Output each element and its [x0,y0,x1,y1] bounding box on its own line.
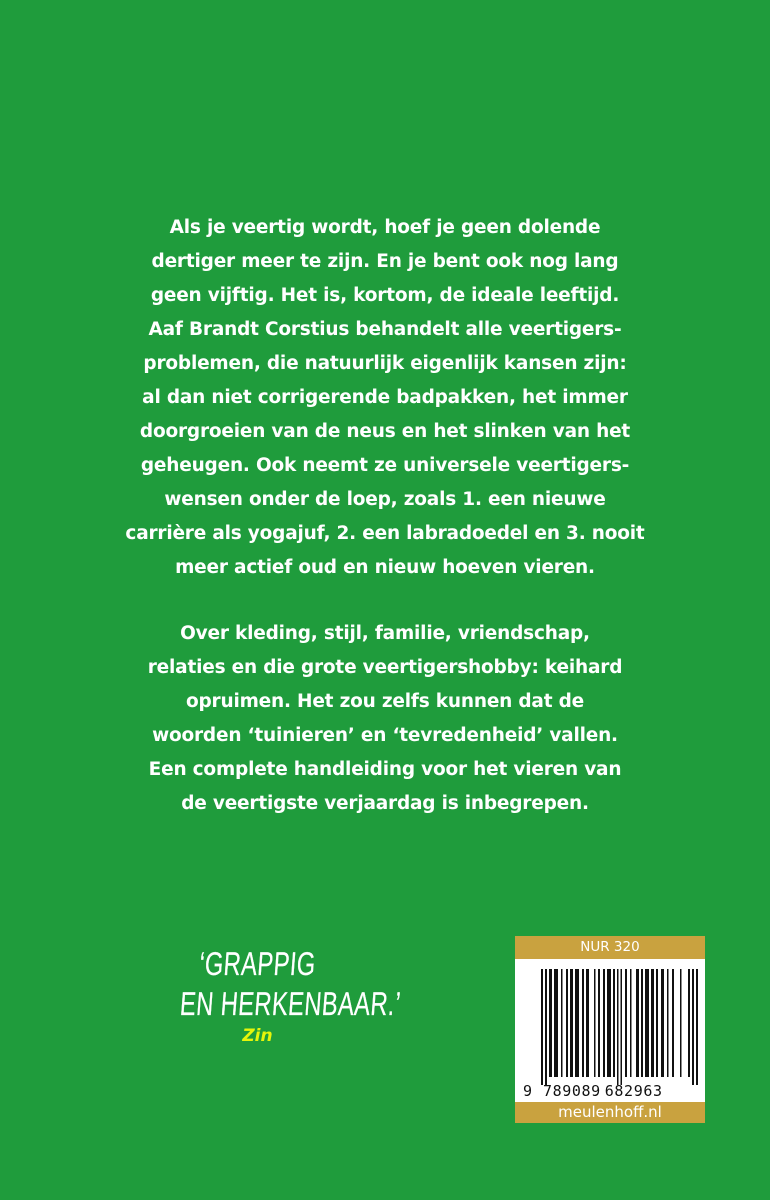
blurb-line: al dan niet corrigerende badpakken, het immer [142,387,628,408]
nur-code: NUR 320 [515,936,705,959]
barcode-icon [541,969,699,1085]
blurb-line: de veertigste verjaardag is inbegrepen. [181,793,589,814]
isbn-number [523,1082,703,1100]
blurb-line: relaties en die grote veertigershobby: keihard [147,657,623,678]
blurb-line: Een complete handleiding voor het vieren van [148,759,622,780]
blurb-line: doorgroeien van de neus en het slinken van het [139,421,631,442]
publisher-url: meulenhoff.nl [515,1102,705,1123]
blurb-line: opruimen. Het zou zelfs kunnen dat de [186,691,584,712]
blurb-paragraph-2 [0,617,770,821]
isbn-prefix: 9 [523,1082,533,1100]
blurb-line: problemen, die natuurlijk eigenlijk kansen zijn: [143,353,627,374]
blurb-line: geen vijftig. Het is, kortom, de ideale leeftijd. [150,285,620,306]
isbn-group-2: 682963 [604,1082,663,1100]
blurb-line: wensen onder de loep, zoals 1. een nieuwe [164,489,606,510]
blurb-line: carrière als yogajuf, 2. een labradoedel en 3. nooit [125,523,645,544]
quote-line: ‘GRAPPIG [197,945,318,982]
review-quote [150,944,403,1046]
blurb-line: geheugen. Ook neemt ze universele veertigers- [140,455,630,476]
blurb-line: woorden ‘tuinieren’ en ‘tevredenheid’ vallen. [152,725,618,746]
isbn-group-1: 789089 [543,1082,601,1100]
quote-source: Zin [242,1026,273,1046]
quote-line: EN HERKENBAAR.’ [178,985,403,1022]
blurb-paragraph-1 [0,211,770,585]
blurb-line: dertiger meer te zijn. En je bent ook nog lang [151,251,619,272]
blurb-line: Als je veertig wordt, hoef je geen dolende [169,217,601,238]
blurb-line: meer actief oud en nieuw hoeven vieren. [175,557,595,578]
blurb-line: Aaf Brandt Corstius behandelt alle veertigers- [148,319,622,340]
barcode-label [515,936,705,1123]
blurb-line: Over kleding, stijl, familie, vriendschap, [180,623,590,644]
